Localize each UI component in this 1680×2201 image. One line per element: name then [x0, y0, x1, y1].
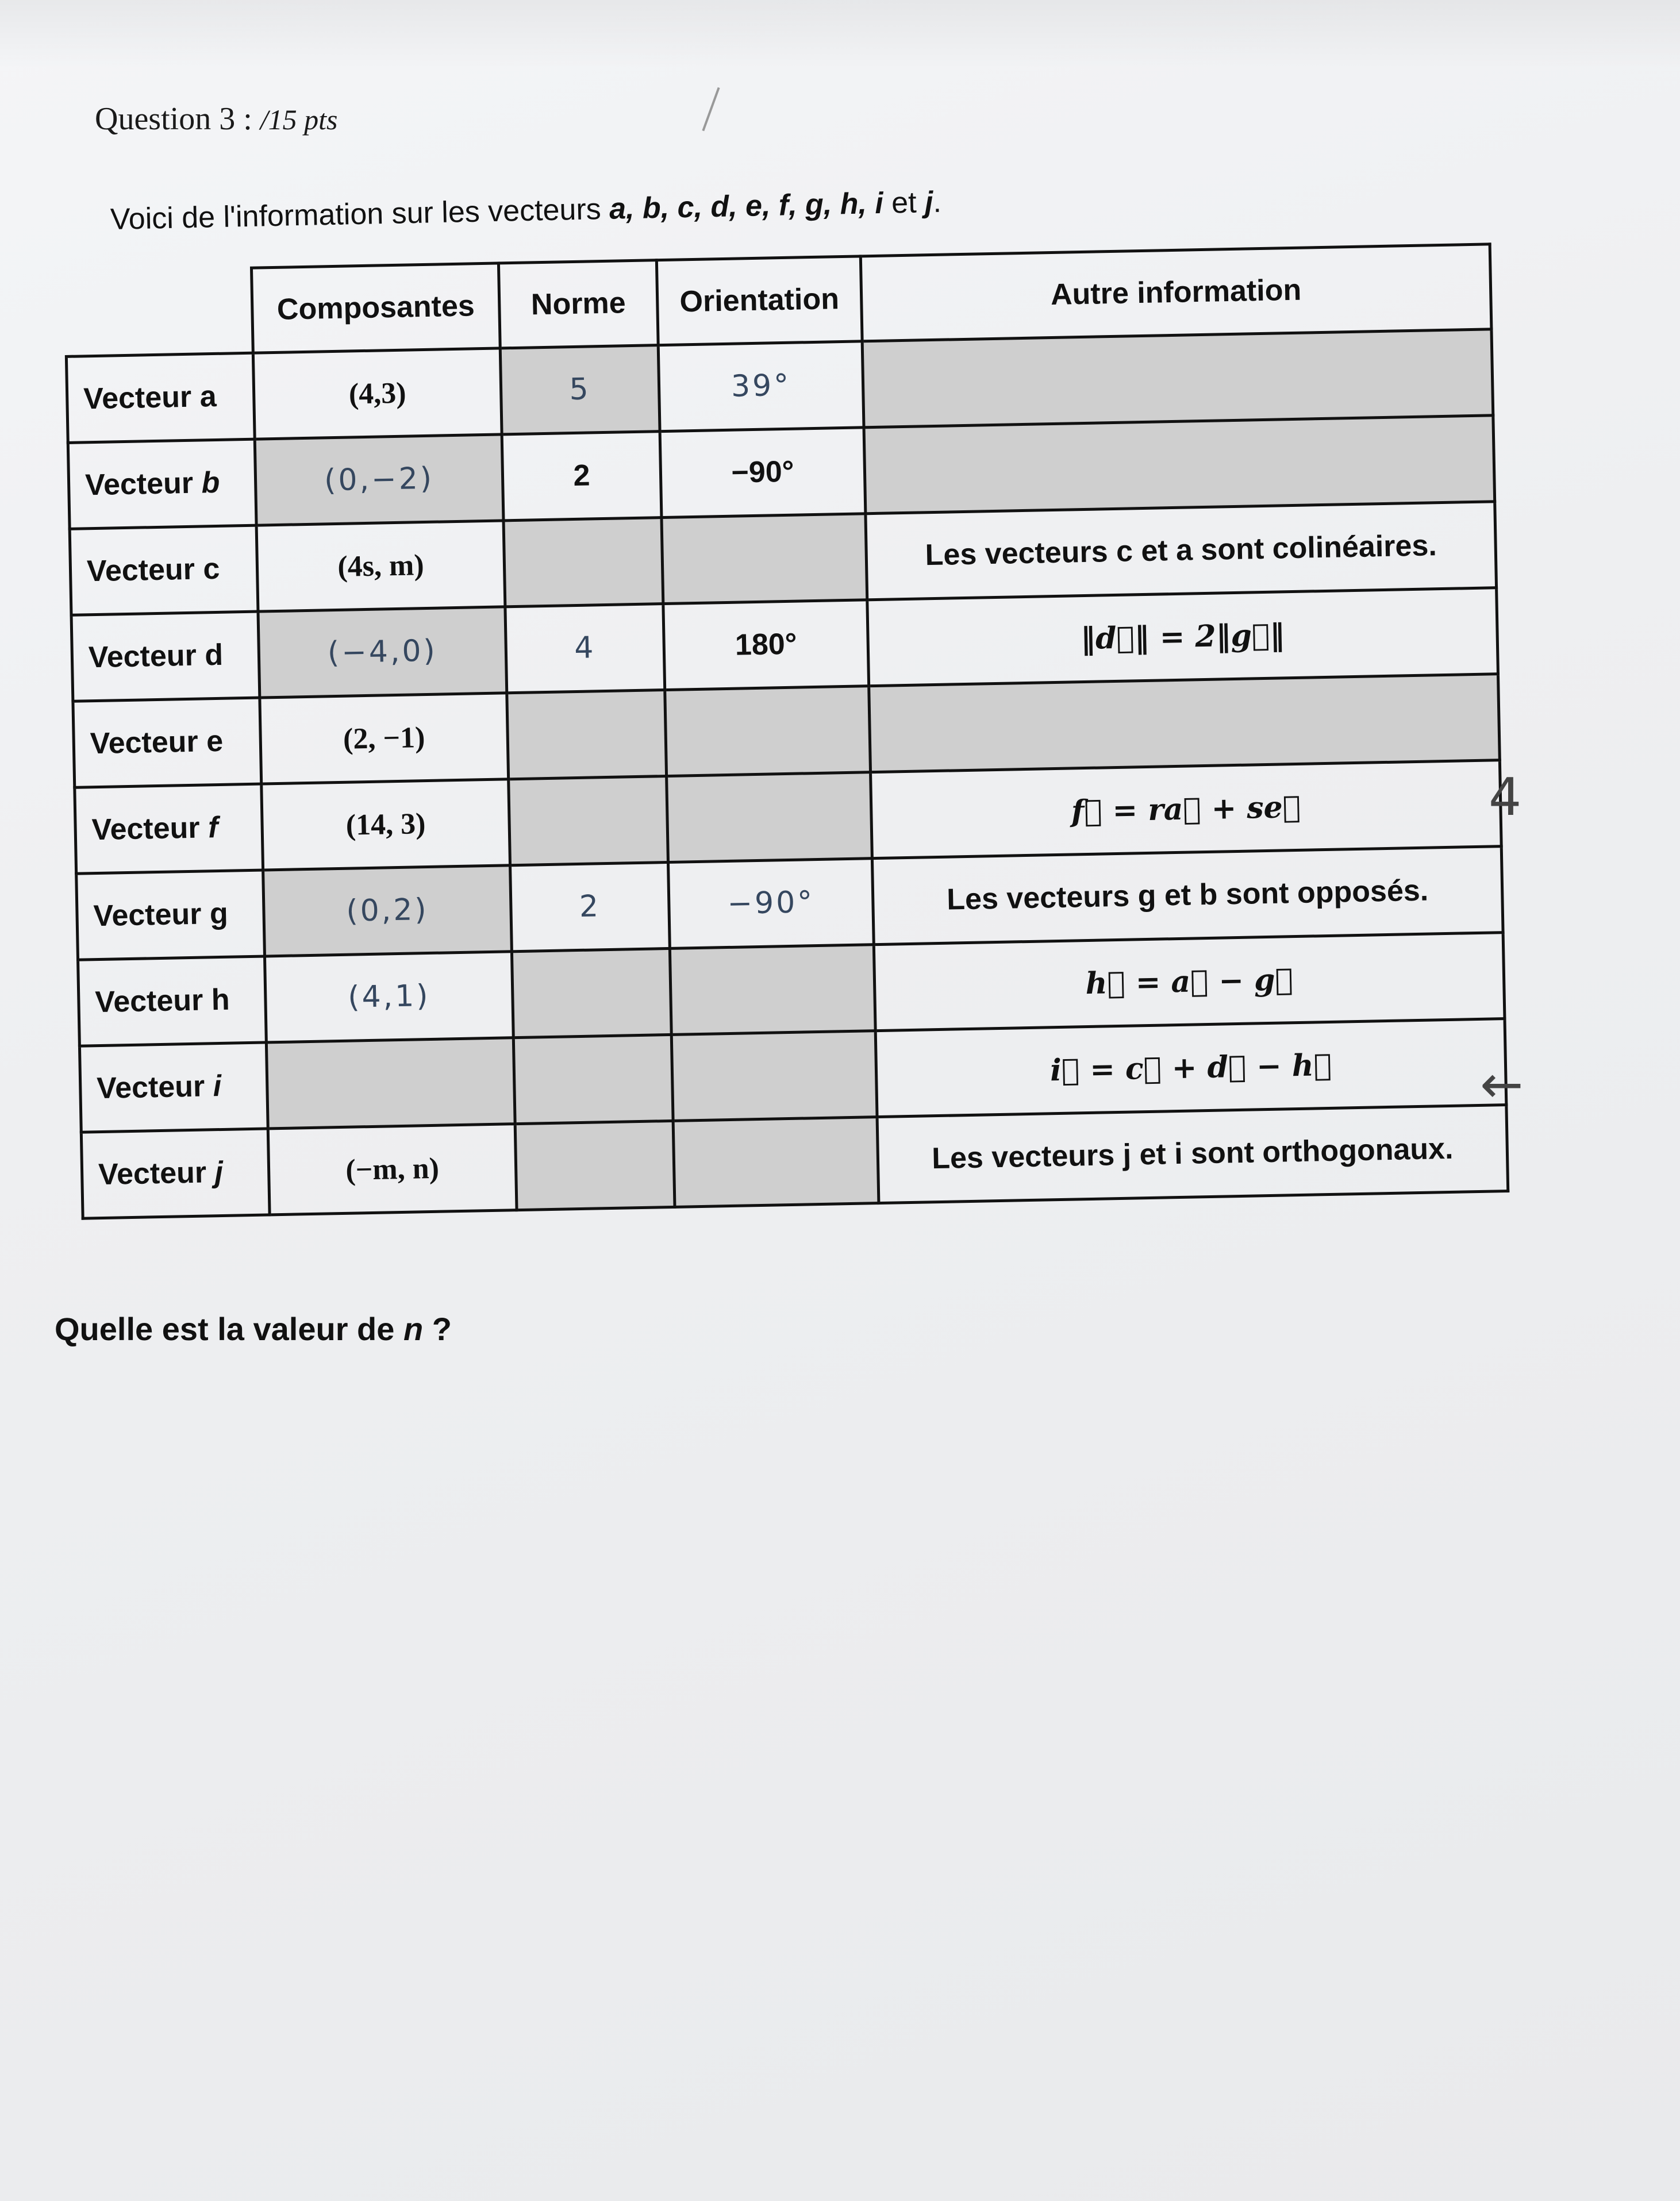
column-header: Composantes: [251, 263, 500, 353]
row-label-prefix: Vecteur: [88, 638, 205, 675]
row-label-prefix: Vecteur: [86, 552, 203, 588]
row-label: [75, 784, 263, 874]
cell-composantes: (0,2): [263, 865, 512, 956]
vector-table: [63, 243, 1509, 1219]
row-label: [71, 611, 260, 701]
row-label-var: a: [199, 379, 217, 414]
cell-norme: [509, 776, 668, 865]
row-label-prefix: Vecteur: [98, 1156, 216, 1192]
cell-orientation: [673, 1117, 879, 1207]
cell-orientation: [662, 513, 867, 603]
cell-norme: [503, 517, 663, 606]
column-header: Autre information: [860, 244, 1491, 341]
cell-orientation: 39°: [658, 341, 864, 431]
cell-composantes: (2, −1): [260, 692, 509, 783]
column-header: Norme: [498, 260, 658, 348]
cell-norme: 2: [510, 862, 670, 951]
row-label: [81, 1128, 270, 1218]
cell-composantes: (4,3): [253, 348, 502, 438]
row-label-prefix: Vecteur: [91, 811, 209, 847]
row-label-var: b: [201, 465, 220, 500]
cell-composantes: (−4,0): [258, 606, 507, 697]
row-label-var: j: [214, 1155, 224, 1190]
row-label-var: c: [202, 552, 220, 586]
question-label: Question 3 :: [95, 101, 260, 137]
intro-vector-list: a, b, c, d, e, f, g, h, i: [609, 186, 884, 226]
row-label-prefix: Vecteur: [83, 380, 201, 416]
margin-arrow-icon: ←: [1480, 1055, 1524, 1115]
question-var: n: [403, 1311, 424, 1347]
intro-text-before: Voici de l'information sur les vecteurs: [110, 192, 610, 236]
row-label: [79, 1042, 268, 1132]
cell-norme: [512, 948, 671, 1037]
cell-composantes: (4,1): [264, 951, 513, 1042]
cell-autre: [864, 415, 1495, 513]
row-label-prefix: Vecteur: [94, 983, 212, 1019]
row-label: [76, 870, 265, 960]
cell-orientation: −90°: [668, 858, 874, 948]
paper-top-shadow: [0, 0, 1680, 69]
row-label-var: g: [209, 896, 229, 931]
question-text-before: Quelle est la valeur de: [55, 1311, 403, 1347]
row-label-var: f: [207, 811, 218, 845]
question-prompt: [55, 1310, 452, 1348]
vector-table-container: [63, 243, 1507, 1246]
row-label-var: e: [206, 724, 224, 759]
cell-norme: 5: [500, 345, 660, 434]
cell-norme: [513, 1034, 673, 1123]
cell-orientation: [667, 772, 872, 862]
cell-autre: [869, 674, 1500, 772]
cell-autre: Les vecteurs j et i sont orthogonaux.: [877, 1105, 1508, 1203]
margin-handwritten-mark: 4: [1489, 767, 1522, 828]
intro-end: .: [932, 185, 942, 220]
cell-autre: h⃗ = a⃗ − g⃗: [874, 932, 1505, 1030]
table-corner: [65, 268, 253, 356]
cell-orientation: −90°: [660, 427, 866, 517]
row-label-prefix: Vecteur: [96, 1069, 214, 1106]
cell-norme: [515, 1121, 675, 1210]
row-label-prefix: Vecteur: [84, 466, 202, 502]
intro-last-vector: j: [924, 186, 934, 220]
cell-orientation: 180°: [663, 599, 869, 690]
row-label-var: d: [204, 638, 224, 672]
cell-composantes: (−m, n): [268, 1123, 517, 1214]
cell-autre: Les vecteurs g et b sont opposés.: [872, 846, 1503, 944]
cell-composantes: [266, 1037, 515, 1128]
cell-composantes: (4s, m): [256, 520, 505, 611]
cell-orientation: [670, 944, 875, 1034]
question-title: [95, 101, 338, 137]
intro-text-et: et: [883, 186, 925, 220]
row-label-prefix: Vecteur: [93, 897, 210, 933]
cell-composantes: (14, 3): [262, 779, 510, 869]
cell-autre: f⃗ = ra⃗ + se⃗: [871, 760, 1502, 858]
pen-tick-mark: [702, 87, 720, 132]
row-label: [70, 525, 258, 615]
row-label-var: i: [213, 1069, 222, 1103]
row-label: [68, 439, 256, 529]
cell-autre: Les vecteurs c et a sont colinéaires.: [866, 501, 1497, 599]
cell-norme: [507, 690, 667, 779]
cell-composantes: (0,−2): [255, 434, 503, 525]
question-text-after: ?: [423, 1311, 452, 1347]
intro-text: [110, 185, 941, 237]
cell-orientation: [665, 686, 871, 776]
question-points: /15 pts: [260, 103, 338, 136]
cell-norme: 2: [502, 431, 662, 520]
column-header: Orientation: [656, 256, 862, 345]
row-label-var: h: [211, 983, 230, 1017]
cell-autre: ‖d⃗‖ = 2‖g⃗‖: [867, 587, 1498, 686]
row-label: [78, 956, 267, 1045]
cell-autre: i⃗ = c⃗ + d⃗ − h⃗: [875, 1018, 1506, 1117]
cell-autre: [862, 329, 1493, 427]
cell-norme: 4: [505, 603, 665, 692]
cell-orientation: [671, 1030, 877, 1121]
row-label: [73, 698, 262, 787]
row-label-prefix: Vecteur: [90, 725, 207, 761]
row-label: [66, 353, 255, 442]
